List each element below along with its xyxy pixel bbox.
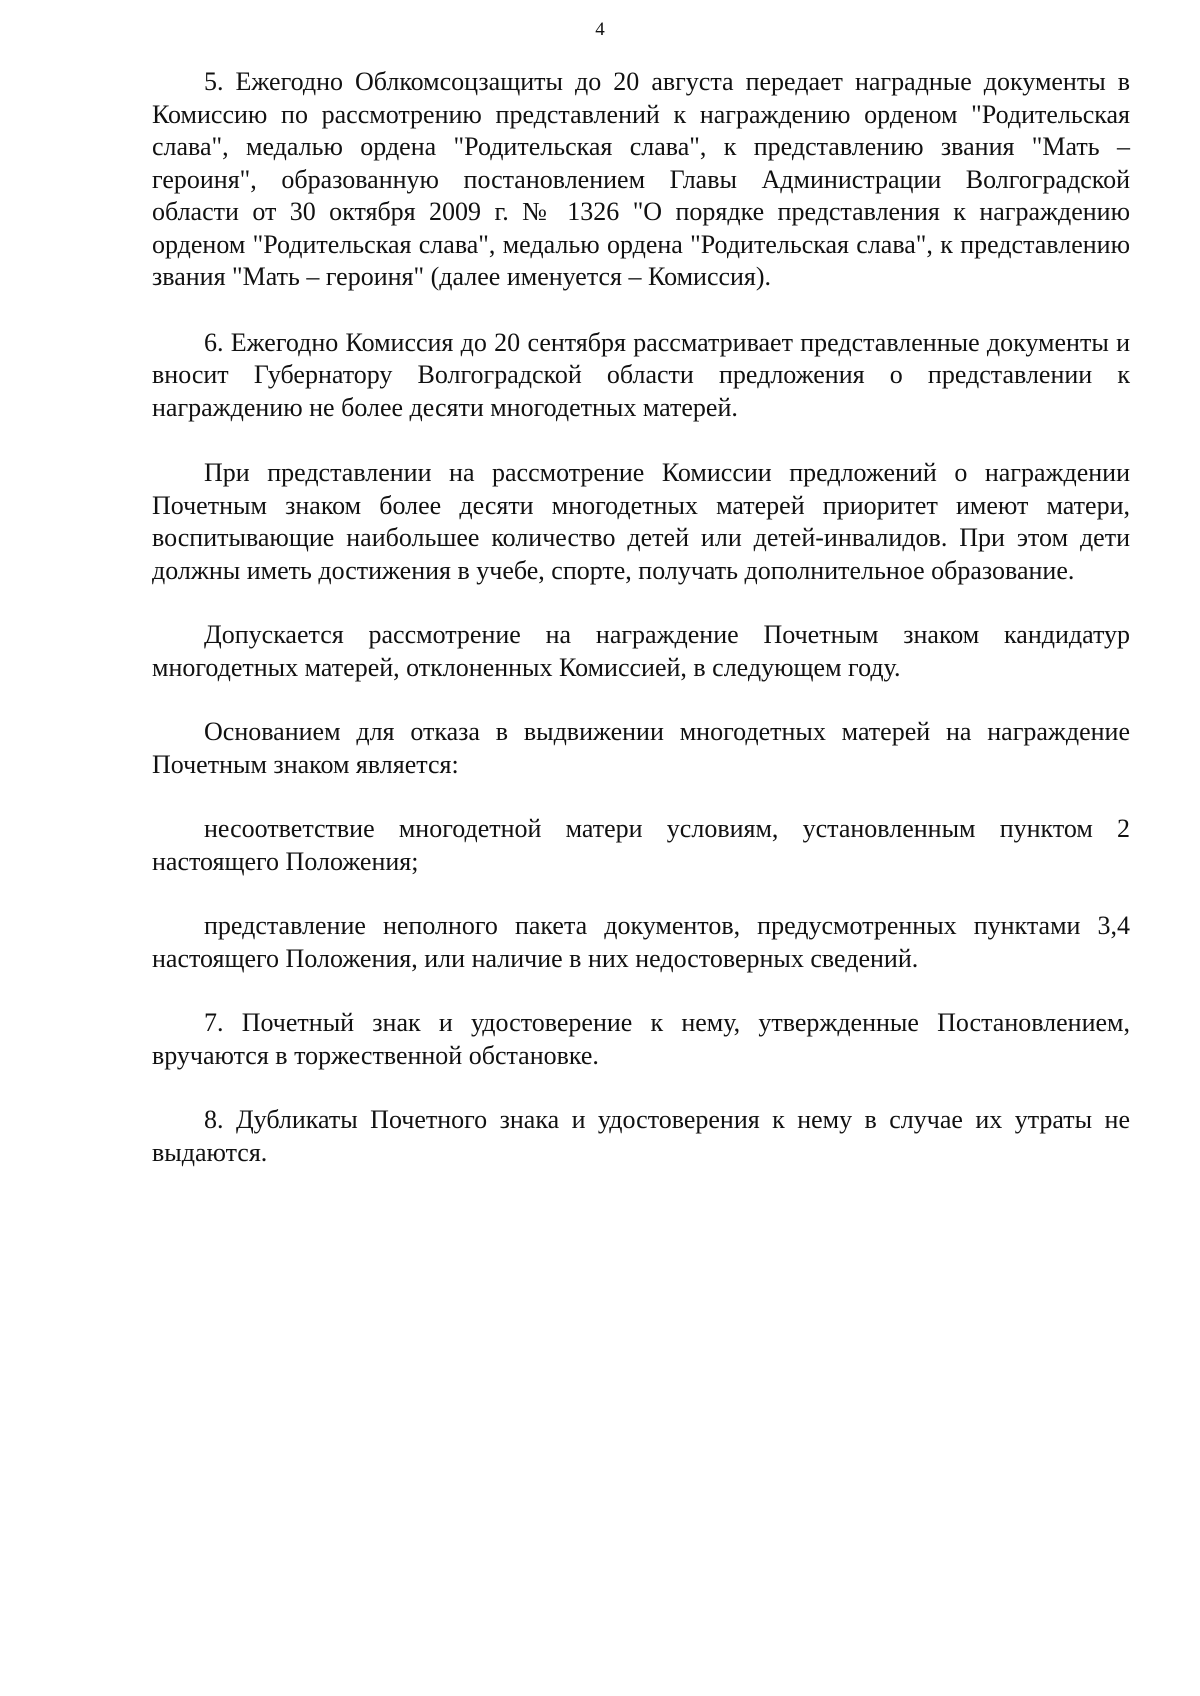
paragraph-6: 6. Ежегодно Комиссия до 20 сентября рассматривает представленные документы и вносит Губернатору Волгоградской области предложения о представлении к награждению не более десяти многодетных матерей. — [152, 327, 1130, 422]
refusal-reason-2: представление неполного пакета документов, предусмотренных пунктами 3,4 настоящего Положения, или наличие в них недостоверных сведений. — [152, 911, 1130, 973]
page-number: 4 — [595, 19, 605, 40]
paragraph-refusal-basis: Основанием для отказа в выдвижении многодетных матерей на награждение Почетным знаком является: — [152, 717, 1130, 779]
paragraph-5: 5. Ежегодно Облкомсоцзащиты до 20 августа передает наградные документы в Комиссию по рассмотрению представлений к награждению орденом "Родительская слава", медалью ордена "Родительская слава", к представлению звания "Мать – героиня", образованную постановлением Главы Администрации Волгоградской области от 30 октября 2009 г. № 1326 "О порядке представления к награждению орденом "Родительская слава", медалью ордена "Родительская слава", к представлению звания "Мать – героиня" (далее именуется – Комиссия). — [152, 67, 1130, 291]
paragraph-8: 8. Дубликаты Почетного знака и удостоверения к нему в случае их утраты не выдаются. — [152, 1105, 1130, 1167]
paragraph-7: 7. Почетный знак и удостоверение к нему, утвержденные Постановлением, вручаются в торжественной обстановке. — [152, 1008, 1130, 1070]
paragraph-reconsideration: Допускается рассмотрение на награждение Почетным знаком кандидатур многодетных матерей, отклоненных Комиссией, в следующем году. — [152, 620, 1130, 682]
paragraph-priority: При представлении на рассмотрение Комиссии предложений о награждении Почетным знаком более десяти многодетных матерей приоритет имеют матери, воспитывающие наибольшее количество детей или детей-инвалидов. При этом дети должны иметь достижения в учебе, спорте, получать дополнительное образование. — [152, 458, 1130, 585]
document-body — [152, 66, 1130, 1169]
refusal-reason-1: несоответствие многодетной матери условиям, установленным пунктом 2 настоящего Положения; — [152, 814, 1130, 876]
